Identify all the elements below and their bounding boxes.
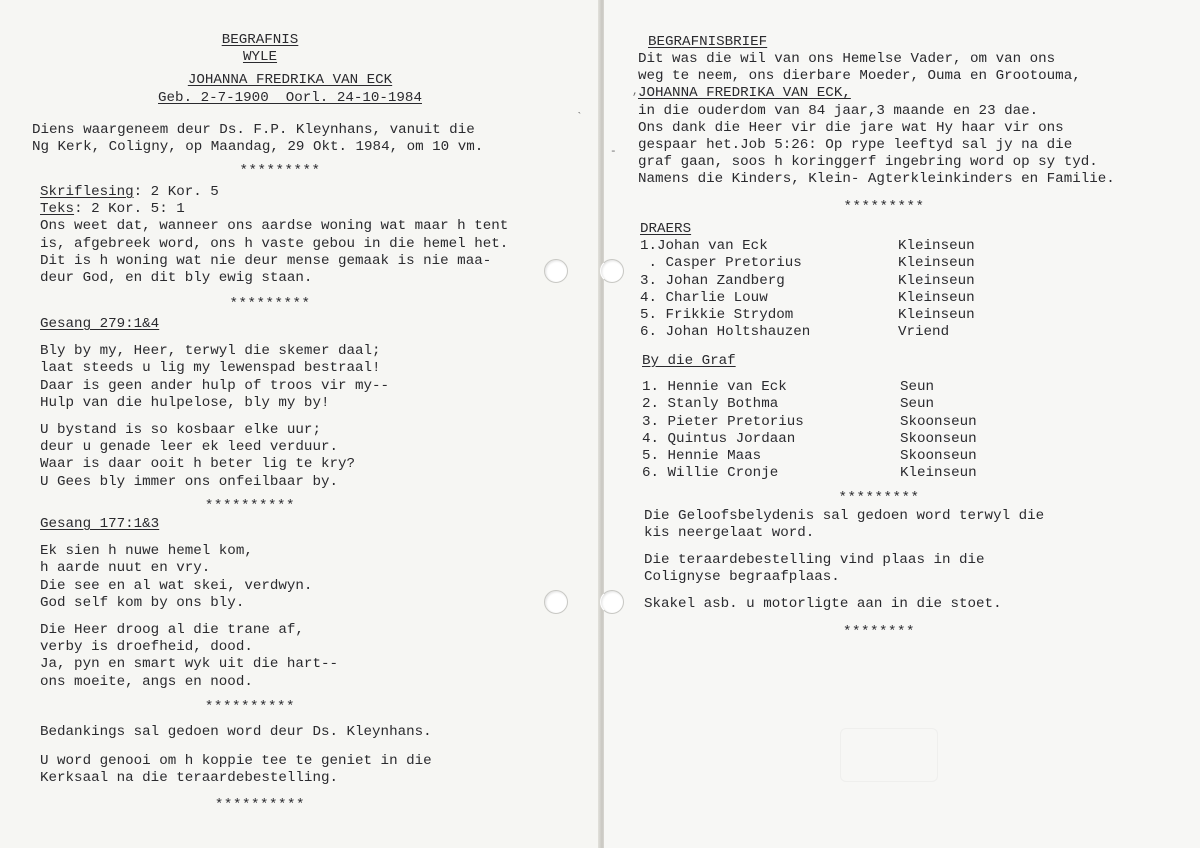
person-name: 3. Johan Zandberg [640,272,785,289]
hymn-verse [40,343,389,412]
hymn-title: Gesang 279:1&4 [40,316,160,332]
separator: ********** [204,498,296,514]
verse-line: deur u genade leer ek leed verduur. [40,439,338,456]
header-subtitle: WYLE [242,49,278,66]
letter-line: Dit was die wil van ons Hemelse Vader, om van ons [638,51,1056,67]
letter-line: gespaar het.Job 5:26: Op rype leeftyd sal jy na die [638,137,1073,154]
verse-line: laat steeds u lig my lewenspad bestraal! [40,360,381,377]
tea-paragraph [40,753,432,787]
letter-line: Namens die Kinders, Klein- Agterkleinkinders en Familie. [638,171,1115,188]
closing-paragraph-1 [644,508,1044,542]
person-name: 5. Frikkie Strydom [640,307,794,324]
verse-line: verby is droefheid, dood. [40,639,253,656]
verse-line: Bly by my, Heer, terwyl die skemer daal; [40,343,381,360]
teks-label: Teks [40,201,75,218]
verse-line: U Gees bly immer ons onfeilbaar by. [40,473,338,490]
person-role: Kleinseun [898,272,975,289]
closing-line: kis neergelaat word. [644,525,815,542]
person-name: 6. Johan Holtshauzen [640,324,811,341]
reading-text-line: Dit is h woning wat nie deur mense gemaak is nie maa- [40,252,492,269]
closing-line: Die teraardebestelling vind plaas in die [644,552,985,568]
punch-hole [600,259,624,283]
table-row [642,414,1020,431]
punch-hole [544,259,568,283]
person-role: Skoonseun [900,448,977,465]
separator: ********** [204,699,296,715]
thanks-paragraph [40,724,432,741]
person-role: Kleinseun [900,465,977,482]
person-name: 2. Stanly Bothma [642,396,779,413]
person-name: . Casper Pretorius [640,255,802,272]
table-row [642,396,1020,413]
thanks-line: Bedankings sal gedoen word deur Ds. Kleynhans. [40,724,432,740]
letter-line: Ons dank die Heer vir die jare wat Hy haar vir ons [638,119,1064,136]
verse-line: h aarde nuut en vry. [40,560,211,577]
person-name: 4. Charlie Louw [640,289,768,306]
header-name: JOHANNA FREDRIKA VAN ECK [187,72,393,89]
closing-line: Skakel asb. u motorligte aan in die stoet. [644,596,1002,612]
person-role: Seun [900,379,935,396]
verse-line: Daar is geen ander hulp of troos vir my-- [40,377,390,394]
teks-value: : 2 Kor. 5: 1 [74,201,185,218]
letter-line: weg te neem, ons dierbare Moeder, Ouma en Grootouma, [638,68,1081,85]
letter-body [638,51,1115,189]
draers-section [640,221,1018,341]
separator: ********* [838,490,920,506]
verse-line: God self kom by ons bly. [40,594,245,611]
table-row [640,307,1018,324]
person-name: 1. Hennie van Eck [642,379,787,396]
reading-text-line: Ons weet dat, wanneer ons aardse woning wat maar h tent [40,218,509,235]
reading-section [40,184,508,287]
verse-line: ons moeite, angs en nood. [40,673,253,690]
person-name: 5. Hennie Maas [642,448,762,465]
table-row [640,255,1018,272]
table-row [642,465,1020,482]
tea-line: Kerksaal na die teraardebestelling. [40,770,338,787]
person-role: Skoonseun [900,430,977,447]
letter-line: in die ouderdom van 84 jaar,3 maande en 23 dae. [638,102,1039,119]
table-row [640,290,1018,307]
person-role: Seun [900,396,935,413]
margin-mark: - [610,146,617,158]
person-role: Skoonseun [900,413,977,430]
letter-title [648,34,767,51]
person-name: 3. Pieter Pretorius [642,413,804,430]
left-header [0,32,520,107]
person-role: Vriend [898,324,950,341]
intro-paragraph [32,122,483,156]
skriflesing-value: : 2 Kor. 5 [133,184,219,200]
person-name: 1.Johan van Eck [640,238,768,255]
intro-line: Ng Kerk, Coligny, op Maandag, 29 Okt. 1984, om 10 vm. [32,139,484,156]
tea-line: U word genooi om h koppie tee te geniet in die [40,753,432,769]
table-row [642,431,1020,448]
person-name: 4. Quintus Jordaan [642,430,796,447]
table-row [640,324,1018,341]
closing-line: Colignyse begraafplaas. [644,569,840,586]
closing-paragraph-3 [644,596,1002,613]
skriflesing-label: Skriflesing [40,184,134,200]
verse-line: Waar is daar ooit h beter lig te kry? [40,456,356,473]
closing-line: Die Geloofsbelydenis sal gedoen word terwyl die [644,508,1045,524]
person-role: Kleinseun [898,307,975,324]
reading-text-line: deur God, en dit bly ewig staan. [40,270,313,287]
graf-title: By die Graf [642,353,736,369]
table-row [642,379,1020,396]
hymn-279 [40,316,389,491]
verse-line: Die see en al wat skei, verdwyn. [40,577,313,594]
letter-line: JOHANNA FREDRIKA VAN ECK, [638,85,851,102]
hymn-verse [40,422,389,491]
hymn-verse [40,622,338,691]
verse-line: Ja, pyn en smart wyk uit die hart-- [40,656,338,673]
draers-title: DRAERS [640,221,692,237]
letter-title-text: BEGRAFNISBRIEF [648,34,768,50]
table-row [640,238,1018,255]
punch-hole [600,590,624,614]
right-page [604,0,1200,848]
letter-line: graf gaan, soos h koringgerf ingebring word op sy tyd. [638,154,1098,171]
verse-line: Hulp van die hulpelose, bly my by! [40,394,330,411]
separator: ********* [229,296,311,312]
separator: ********** [214,797,306,813]
verse-line: U bystand is so kosbaar elke uur; [40,422,321,439]
hymn-verse [40,543,338,612]
hymn-177 [40,516,338,691]
graf-section [642,353,1020,482]
intro-line: Diens waargeneem deur Ds. F.P. Kleynhans, vanuit die [32,122,475,138]
margin-mark: ` [576,112,583,124]
table-row [640,273,1018,290]
verse-line: Die Heer droog al die trane af, [40,622,304,639]
separator: ******** [842,624,916,640]
header-title: BEGRAFNIS [221,32,299,48]
separator: ********* [239,163,321,179]
punch-hole [544,590,568,614]
reading-text-line: is, afgebreek word, ons h vaste gebou in die hemel het. [40,235,509,252]
header-dates: Geb. 2-7-1900 Oorl. 24-10-1984 [158,89,422,106]
person-role: Kleinseun [898,289,975,306]
margin-mark: , [632,86,639,98]
table-row [642,448,1020,465]
person-role: Kleinseun [898,238,975,255]
verse-line: Ek sien h nuwe hemel kom, [40,543,253,560]
separator: ********* [843,199,925,215]
person-role: Kleinseun [898,255,975,272]
faint-stamp-mark [840,728,938,782]
hymn-title: Gesang 177:1&3 [40,516,160,532]
closing-paragraph-2 [644,552,985,586]
person-name: 6. Willie Cronje [642,465,779,482]
